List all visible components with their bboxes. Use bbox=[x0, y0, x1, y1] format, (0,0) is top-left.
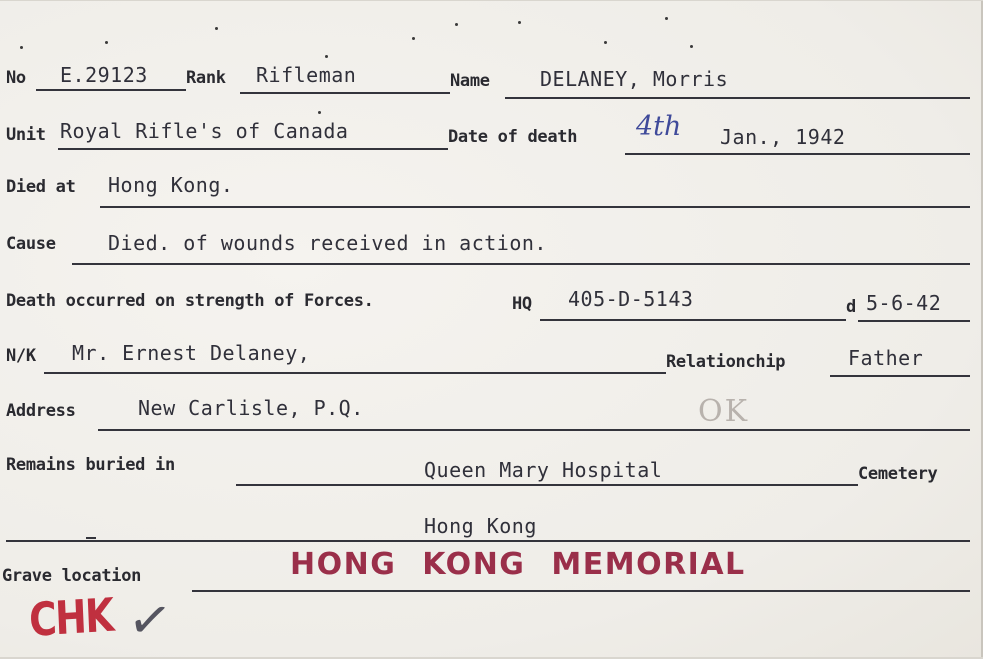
nk-label: N/K bbox=[6, 346, 36, 366]
name-label: Name bbox=[450, 71, 490, 91]
d-label: d bbox=[846, 297, 856, 317]
died-at-underline bbox=[100, 206, 970, 208]
grave-label: Grave location bbox=[2, 566, 142, 586]
handwritten-ok: OK bbox=[698, 394, 750, 429]
handwritten-day: 4th bbox=[636, 111, 682, 142]
unit-underline bbox=[58, 148, 448, 150]
service-number: E.29123 bbox=[60, 63, 148, 87]
memorial-stamp: HONG KONG MEMORIAL bbox=[290, 547, 746, 582]
rank-underline bbox=[240, 92, 450, 94]
cause-value: Died. of wounds received in action. bbox=[108, 231, 547, 255]
remains-label: Remains buried in bbox=[6, 455, 175, 475]
punch-dot bbox=[665, 17, 668, 20]
cause-underline bbox=[72, 263, 970, 265]
nk-value: Mr. Ernest Delaney, bbox=[72, 341, 311, 365]
died-at-value: Hong Kong. bbox=[108, 173, 234, 197]
died-at-label: Died at bbox=[6, 177, 76, 197]
unit-value: Royal Rifle's of Canada bbox=[60, 119, 349, 143]
punch-dot bbox=[215, 27, 218, 30]
name-value: DELANEY, Morris bbox=[540, 67, 729, 91]
date-value: Jan., 1942 bbox=[720, 125, 846, 149]
remains-underline bbox=[236, 484, 858, 486]
remains-value: Queen Mary Hospital bbox=[424, 458, 663, 482]
address-value: New Carlisle, P.Q. bbox=[138, 396, 364, 420]
punch-dot bbox=[604, 41, 607, 44]
grave-underline bbox=[192, 590, 970, 592]
d-value: 5-6-42 bbox=[866, 291, 942, 315]
punch-dot bbox=[20, 46, 23, 49]
rank-value: Rifleman bbox=[256, 63, 357, 87]
no-label: No bbox=[6, 68, 26, 88]
punch-dot bbox=[318, 111, 321, 114]
unit-label: Unit bbox=[6, 125, 46, 145]
hq-underline bbox=[540, 319, 846, 321]
name-underline bbox=[505, 97, 970, 99]
punch-dot bbox=[105, 41, 108, 44]
strength-label: Death occurred on strength of Forces. bbox=[6, 291, 374, 311]
relationship-label: Relationchip bbox=[666, 352, 786, 372]
cemetery-label: Cemetery bbox=[858, 464, 938, 484]
date-underline bbox=[625, 153, 970, 155]
punch-dot bbox=[455, 23, 458, 26]
remains-underline-2 bbox=[6, 540, 970, 542]
dash-mark bbox=[86, 537, 96, 539]
rank-label: Rank bbox=[186, 68, 226, 88]
d-underline bbox=[858, 320, 970, 322]
check-mark-icon: ✓ bbox=[124, 588, 176, 654]
chk-stamp: CHK bbox=[28, 587, 114, 647]
remains-value-2: Hong Kong bbox=[424, 514, 537, 538]
death-record-card bbox=[0, 1, 983, 657]
date-label: Date of death bbox=[448, 127, 578, 147]
punch-dot bbox=[325, 55, 328, 58]
punch-dot bbox=[690, 45, 693, 48]
punch-dot bbox=[518, 21, 521, 24]
nk-underline bbox=[44, 372, 666, 374]
no-underline bbox=[36, 89, 186, 91]
punch-dot bbox=[412, 37, 415, 40]
hq-value: 405-D-5143 bbox=[568, 287, 694, 311]
relationship-value: Father bbox=[848, 346, 924, 370]
hq-label: HQ bbox=[512, 294, 532, 314]
cause-label: Cause bbox=[6, 234, 56, 254]
relationship-underline bbox=[830, 375, 970, 377]
address-underline bbox=[98, 429, 970, 431]
address-label: Address bbox=[6, 401, 76, 421]
